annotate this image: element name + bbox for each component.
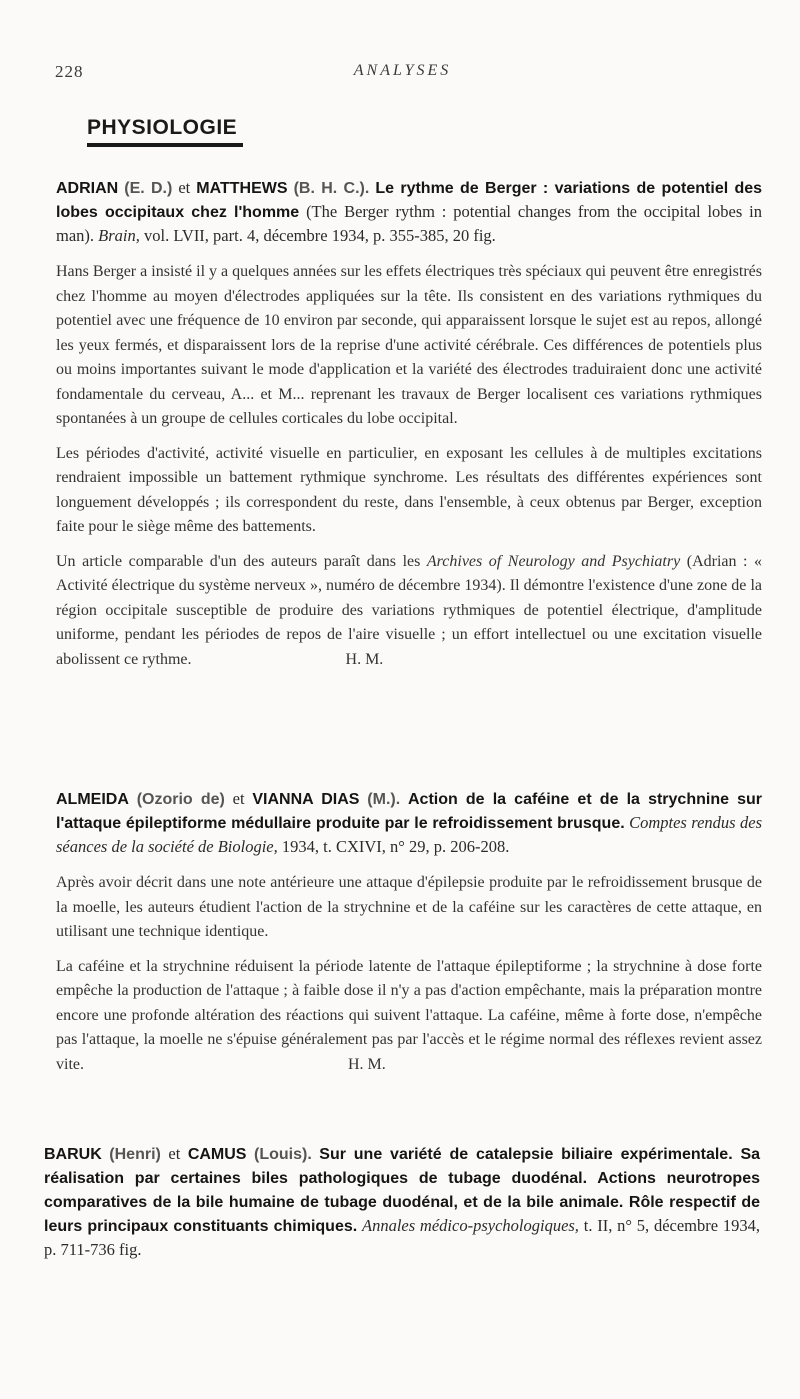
author-initials: (Louis). bbox=[254, 1146, 312, 1163]
author-name: CAMUS bbox=[187, 1146, 247, 1163]
paragraph-text: (Adrian : « Activité électrique du système nerveux », numéro de décembre 1934). Il démontre l'existence d'une zone de la région occipitale susceptible de produire des variations rythmiques de potentiel électrique, d'amplitude uniforme, pendant les périodes de repos de l'aire visuelle ; un effort intellectuel ou une excitation visuelle abolissent ce rythme. bbox=[56, 552, 762, 668]
body-paragraph: Hans Berger a insisté il y a quelques années sur les effets électriques très spéciaux qui peuvent être enregistrés chez l'homme au moyen d'électrodes appliquées sur la tête. Ils consistent en des variations rythmiques du potentiel avec une fréquence de 10 environ par seconde, qui apparaissent lorsque le sujet est au repos, allongé les yeux fermés, et disparaissent lors de la reprise d'une activité cérébrale. Ces différences de potentiels plus ou moins importantes suivant le mode d'application et la variété des électrodes traduiraient donc une activité fondamentale du cerveau, A... et M... reprenant les travaux de Berger localisent ces variations rythmiques spontanées à un groupe de cellules corticales du lobe occipital. bbox=[56, 263, 762, 427]
entry-heading bbox=[56, 787, 762, 858]
citation-details: 1934, t. CXIVI, n° 29, p. 206-208. bbox=[281, 837, 510, 856]
journal-name: Archives of Neurology and Psychiatry bbox=[426, 552, 681, 570]
review-entry bbox=[56, 176, 762, 672]
article-title: Action de la caféine et de la strychnine sur l'attaque épileptiforme médullaire produite par le refroidissement brusque. bbox=[56, 791, 763, 832]
section-title: PHYSIOLOGIE bbox=[87, 116, 238, 139]
author-initials: (B. H. C.). bbox=[293, 180, 370, 197]
review-entry bbox=[56, 787, 762, 1077]
paragraph-text: La caféine et la strychnine réduisent la période latente de l'attaque épileptiforme ; la strychnine à dose forte empêche la production de l'attaque ; à faible dose il n'y a pas d'action empêchante, mais la préparation montre encore une profonde altération des réactions qui suivent l'attaque. La caféine, même à forte dose, n'empêche pas l'attaque, la moelle ne s'épuise généralement pas par l'accès et le régime normal des réflexes revient assez vite. bbox=[56, 957, 762, 1073]
signature: H. M. bbox=[345, 650, 384, 668]
paragraph-text: Un article comparable d'un des auteurs paraît dans les bbox=[56, 552, 421, 570]
signature: H. M. bbox=[348, 1055, 386, 1073]
running-title: ANALYSES bbox=[353, 62, 452, 79]
journal-name: Comptes rendus des séances de la société de Biologie, bbox=[56, 813, 762, 856]
author-initials: (M.). bbox=[367, 791, 401, 808]
body-paragraph-with-signature bbox=[56, 955, 762, 1078]
journal-name: Annales médico-psychologiques, bbox=[361, 1216, 579, 1235]
article-title-original: (The Berger rythm : potential changes from the occipital lobes in man). bbox=[56, 202, 762, 245]
body-paragraph: Les périodes d'activité, activité visuelle en particulier, en exposant les cellules à de multiples excitations rendraient impossible un battement rythmique synchrome. Les résultats des différentes expériences sont longuement développés ; ils correspondent du reste, dans l'ensemble, à ceux obtenus par Berger, exception faite pour le siège même des battements. bbox=[56, 444, 762, 535]
author-initials: (E. D.) bbox=[124, 180, 173, 197]
body-paragraph-with-signature bbox=[56, 550, 762, 673]
author-joiner: et bbox=[168, 1144, 181, 1163]
body-paragraph: Après avoir décrit dans une note antérieure une attaque d'épilepsie produite par le refroidissement brusque de la moelle, les auteurs étudient l'action de la strychnine et de la caféine sur les caractères de cette attaque, en utilisant une technique identique. bbox=[56, 874, 762, 940]
author-name: MATTHEWS bbox=[196, 180, 288, 197]
author-name: ALMEIDA bbox=[56, 791, 129, 808]
author-joiner: et bbox=[178, 178, 191, 197]
author-name: VIANNA DIAS bbox=[252, 791, 360, 808]
running-head bbox=[55, 62, 750, 86]
article-title: Le rythme de Berger : variations de potentiel des lobes occipitaux chez l'homme bbox=[56, 180, 763, 221]
author-joiner: et bbox=[232, 789, 245, 808]
entry-heading bbox=[56, 176, 762, 247]
author-initials: (Ozorio de) bbox=[136, 791, 225, 808]
journal-name: Brain, bbox=[98, 226, 140, 245]
page-number: 228 bbox=[55, 62, 84, 81]
citation-details: vol. LVII, part. 4, décembre 1934, p. 355-385, 20 fig. bbox=[144, 226, 496, 245]
section-underline bbox=[87, 143, 243, 147]
review-entry bbox=[44, 1142, 760, 1261]
author-initials: (Henri) bbox=[109, 1146, 161, 1163]
article-title: Sur une variété de catalepsie biliaire expérimentale. Sa réalisation par certaines biles pathologiques de tubage duodénal. Actions neurotropes comparatives de la bile humaine de tubage duodénal, et de la bile animale. Rôle respectif de leurs principaux constituants chimiques. bbox=[44, 1146, 761, 1235]
citation-details: t. II, n° 5, décembre 1934, p. 711-736 fig. bbox=[44, 1216, 760, 1259]
entry-heading bbox=[44, 1142, 760, 1261]
author-name: ADRIAN bbox=[56, 180, 119, 197]
author-name: BARUK bbox=[44, 1146, 102, 1163]
